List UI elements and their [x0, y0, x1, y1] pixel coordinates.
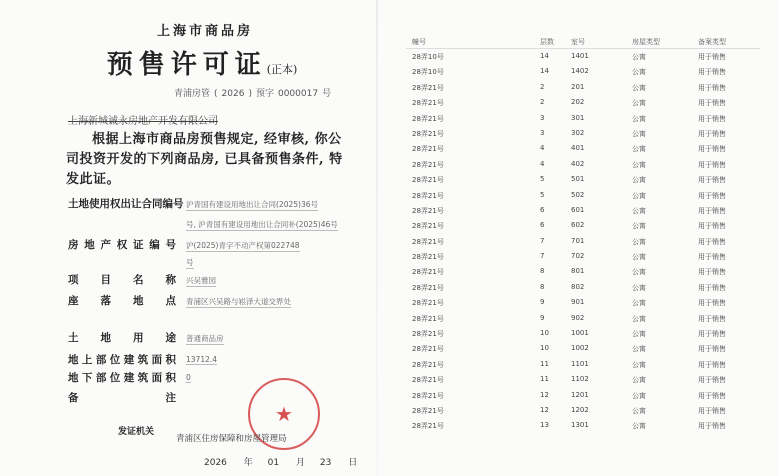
cell-type: 公寓	[632, 268, 646, 277]
cell-type: 公寓	[632, 299, 646, 308]
cell-filing: 用于销售	[698, 83, 726, 92]
cell-type: 公寓	[632, 176, 646, 185]
header-filing: 备案类型	[698, 38, 726, 46]
cert-number-value: 0000017	[277, 89, 319, 99]
cell-building: 28弄21号	[412, 406, 444, 415]
cell-floors: 11	[540, 375, 549, 384]
cell-room: 302	[571, 128, 585, 137]
cell-filing: 用于销售	[698, 160, 726, 169]
table-row	[406, 203, 760, 218]
cell-type: 公寓	[632, 406, 646, 415]
cell-building: 28弄21号	[412, 222, 444, 231]
cell-filing: 用于销售	[698, 237, 726, 246]
cert-bracket-close: )	[248, 89, 252, 99]
cell-filing: 用于销售	[698, 299, 726, 308]
field-value: 兴吴雅园	[186, 276, 216, 285]
cell-filing: 用于销售	[698, 376, 726, 385]
cell-room: 1201	[571, 390, 589, 399]
cell-floors: 2	[540, 82, 545, 91]
cell-type: 公寓	[632, 330, 646, 339]
cell-filing: 用于销售	[698, 406, 726, 415]
page-fold	[376, 0, 378, 476]
cell-floors: 10	[540, 344, 549, 353]
field-label: 地下部位建筑面积	[68, 372, 176, 384]
cell-building: 28弄21号	[412, 145, 444, 154]
date-day: 23	[319, 458, 332, 468]
field-label: 备注	[68, 392, 176, 404]
date-year: 2026	[204, 458, 227, 468]
cell-filing: 用于销售	[698, 222, 726, 231]
cell-building: 28弄21号	[412, 114, 444, 123]
cell-floors: 5	[540, 190, 545, 199]
cell-filing: 用于销售	[698, 145, 726, 154]
field-value: 沪(2025)青字不动产权第022748	[186, 241, 300, 250]
table-row	[406, 264, 760, 279]
cell-building: 28弄21号	[412, 330, 444, 339]
cell-type: 公寓	[632, 283, 646, 292]
field-land-use	[68, 330, 176, 345]
cell-room: 601	[571, 205, 585, 214]
table-row	[406, 157, 760, 172]
cell-filing: 用于销售	[698, 99, 726, 108]
cell-type: 公寓	[632, 314, 646, 323]
table-row	[406, 126, 760, 141]
cell-building: 28弄21号	[412, 391, 444, 400]
cell-floors: 12	[540, 405, 549, 414]
table-row	[406, 80, 760, 95]
cell-floors: 8	[540, 267, 545, 276]
field-value: 普通商品房	[186, 334, 224, 343]
field-label: 土地使用权出让合同编号	[68, 198, 184, 210]
field-above-ground-area	[68, 352, 176, 367]
header-room: 室号	[571, 38, 585, 46]
cell-building: 28弄10号	[412, 53, 444, 61]
table-row	[406, 218, 760, 233]
cell-type: 公寓	[632, 191, 646, 200]
field-underground-area	[68, 370, 176, 385]
cell-type: 公寓	[632, 129, 646, 138]
certificate-number	[174, 86, 335, 99]
cell-building: 28弄21号	[412, 206, 444, 215]
cert-year: 2026	[221, 89, 245, 99]
unit-table	[406, 36, 760, 434]
cell-type: 公寓	[632, 83, 646, 92]
cell-type: 公寓	[632, 360, 646, 369]
cell-room: 1002	[571, 344, 589, 353]
cell-type: 公寓	[632, 114, 646, 123]
cell-floors: 9	[540, 313, 545, 322]
cert-kind: 预字	[255, 89, 274, 99]
field-remarks	[68, 390, 176, 405]
cell-room: 301	[571, 113, 585, 122]
table-row	[406, 49, 760, 64]
cell-floors: 14	[540, 52, 549, 60]
cell-room: 1402	[571, 67, 589, 76]
table-row	[406, 326, 760, 341]
field-value: 号	[186, 258, 194, 267]
cell-room: 702	[571, 252, 585, 261]
header-type: 房屋类型	[632, 38, 660, 46]
cell-filing: 用于销售	[698, 283, 726, 292]
cell-building: 28弄21号	[412, 299, 444, 308]
cell-filing: 用于销售	[698, 360, 726, 369]
cell-floors: 12	[540, 390, 549, 399]
cell-floors: 11	[540, 359, 549, 368]
cell-filing: 用于销售	[698, 114, 726, 123]
table-row	[406, 418, 760, 433]
certificate-version: (正本)	[266, 63, 298, 76]
cell-type: 公寓	[632, 391, 646, 400]
field-label: 土地用途	[68, 332, 176, 344]
table-row	[406, 295, 760, 310]
cell-room: 1401	[571, 52, 589, 60]
cell-floors: 6	[540, 221, 545, 230]
cell-floors: 9	[540, 298, 545, 307]
cell-building: 28弄21号	[412, 376, 444, 385]
cell-building: 28弄21号	[412, 129, 444, 138]
cell-filing: 用于销售	[698, 391, 726, 400]
cell-filing: 用于销售	[698, 191, 726, 200]
cell-room: 502	[571, 190, 585, 199]
table-row	[406, 311, 760, 326]
field-value: 青浦区兴吴路与崧泽大道交界处	[186, 297, 291, 306]
issuer-name: 青浦区住房保障和房屋管理局	[176, 434, 287, 444]
cell-type: 公寓	[632, 422, 646, 431]
field-project-name	[68, 272, 176, 287]
certificate-title-text: 预售许可证	[106, 50, 267, 80]
cell-building: 28弄21号	[412, 268, 444, 277]
table-row	[406, 372, 760, 387]
cell-room: 1202	[571, 405, 589, 414]
cell-floors: 4	[540, 159, 545, 168]
table-row	[406, 111, 760, 126]
field-label: 座落地点	[68, 295, 176, 307]
cell-room: 602	[571, 221, 585, 230]
date-month-unit: 月	[296, 458, 306, 468]
cert-prefix: 青浦房管	[174, 89, 211, 99]
cell-room: 501	[571, 175, 585, 184]
header-building: 幢号	[412, 38, 426, 46]
table-row	[406, 95, 760, 110]
table-row	[406, 188, 760, 203]
field-land-contract	[68, 196, 184, 211]
field-value: 0	[186, 373, 191, 382]
cell-floors: 3	[540, 128, 545, 137]
cell-floors: 10	[540, 329, 549, 338]
cell-room: 1102	[571, 375, 589, 384]
cell-building: 28弄21号	[412, 83, 444, 92]
cell-filing: 用于销售	[698, 253, 726, 262]
table-body	[406, 49, 760, 434]
cell-building: 28弄21号	[412, 283, 444, 292]
field-property-cert	[68, 237, 176, 252]
cell-filing: 用于销售	[698, 53, 726, 61]
date-year-unit: 年	[243, 458, 253, 468]
cell-building: 28弄21号	[412, 176, 444, 185]
cell-building: 28弄21号	[412, 237, 444, 246]
cell-room: 401	[571, 144, 585, 153]
cell-filing: 用于销售	[698, 422, 726, 431]
cell-room: 1001	[571, 329, 589, 338]
cell-building: 28弄21号	[412, 160, 444, 169]
cell-floors: 2	[540, 98, 545, 107]
cell-room: 701	[571, 236, 585, 245]
cell-floors: 14	[540, 67, 549, 76]
date-day-unit: 日	[348, 458, 358, 468]
holder-name: 上海新城诚永房地产开发有限公司	[68, 116, 218, 127]
table-header	[406, 36, 760, 49]
field-value: 沪青国有建设用地出让合同(2025)36号	[186, 200, 318, 209]
cell-filing: 用于销售	[698, 268, 726, 277]
cell-building: 28弄21号	[412, 253, 444, 262]
cell-type: 公寓	[632, 345, 646, 354]
cell-filing: 用于销售	[698, 330, 726, 339]
cell-building: 28弄10号	[412, 68, 444, 77]
certificate-subtitle: 上海市商品房	[156, 24, 253, 39]
seal-star-icon: ★	[275, 402, 293, 426]
cell-room: 201	[571, 82, 585, 91]
cell-filing: 用于销售	[698, 206, 726, 215]
table-row	[406, 172, 760, 187]
header-floors: 层数	[540, 38, 554, 46]
cell-type: 公寓	[632, 99, 646, 108]
cell-building: 28弄21号	[412, 191, 444, 200]
cell-floors: 4	[540, 144, 545, 153]
table-row	[406, 64, 760, 79]
field-label: 地上部位建筑面积	[68, 354, 176, 366]
cell-floors: 13	[540, 421, 549, 430]
cell-room: 402	[571, 159, 585, 168]
cell-type: 公寓	[632, 53, 646, 61]
cell-floors: 7	[540, 252, 545, 261]
cell-filing: 用于销售	[698, 129, 726, 138]
cell-filing: 用于销售	[698, 176, 726, 185]
field-value: 13712.4	[186, 355, 218, 364]
cell-building: 28弄21号	[412, 360, 444, 369]
table-row	[406, 141, 760, 156]
cell-floors: 6	[540, 205, 545, 214]
cell-room: 802	[571, 282, 585, 291]
cell-filing: 用于销售	[698, 314, 726, 323]
cell-room: 902	[571, 313, 585, 322]
cell-type: 公寓	[632, 145, 646, 154]
table-row	[406, 280, 760, 295]
cell-filing: 用于销售	[698, 345, 726, 354]
cell-building: 28弄21号	[412, 99, 444, 108]
table-row	[406, 403, 760, 418]
cell-room: 801	[571, 267, 585, 276]
table-row	[406, 341, 760, 356]
cell-building: 28弄21号	[412, 314, 444, 323]
cell-floors: 5	[540, 175, 545, 184]
cell-room: 901	[571, 298, 585, 307]
table-row	[406, 234, 760, 249]
certificate-body-text: 根据上海市商品房预售规定, 经审核, 你公司投资开发的下列商品房, 已具备预售条件, 特发此证。	[66, 132, 343, 187]
date-month: 01	[267, 458, 280, 468]
cert-suffix: 号	[322, 89, 332, 99]
cell-room: 202	[571, 98, 585, 107]
issuer-label: 发证机关	[118, 427, 155, 437]
cell-filing: 用于销售	[698, 68, 726, 77]
cell-room: 1101	[571, 359, 589, 368]
cell-type: 公寓	[632, 222, 646, 231]
field-location	[68, 293, 176, 308]
cell-type: 公寓	[632, 68, 646, 77]
table-row	[406, 388, 760, 403]
table-row	[406, 249, 760, 264]
cell-building: 28弄21号	[412, 345, 444, 354]
cell-type: 公寓	[632, 376, 646, 385]
cell-type: 公寓	[632, 253, 646, 262]
cell-type: 公寓	[632, 160, 646, 169]
cert-bracket-open: (	[214, 89, 218, 99]
field-value: 号, 沪青国有建设用地出让合同补(2025)46号	[186, 220, 338, 229]
issue-date	[204, 455, 357, 468]
cell-floors: 7	[540, 236, 545, 245]
field-label: 房地产权证编号	[68, 239, 176, 251]
cell-floors: 3	[540, 113, 545, 122]
certificate-title	[82, 44, 322, 81]
table-row	[406, 357, 760, 372]
cell-type: 公寓	[632, 206, 646, 215]
cell-building: 28弄21号	[412, 422, 444, 431]
cell-room: 1301	[571, 421, 589, 430]
cell-floors: 8	[540, 282, 545, 291]
cell-type: 公寓	[632, 237, 646, 246]
field-label: 项目名称	[68, 274, 176, 286]
